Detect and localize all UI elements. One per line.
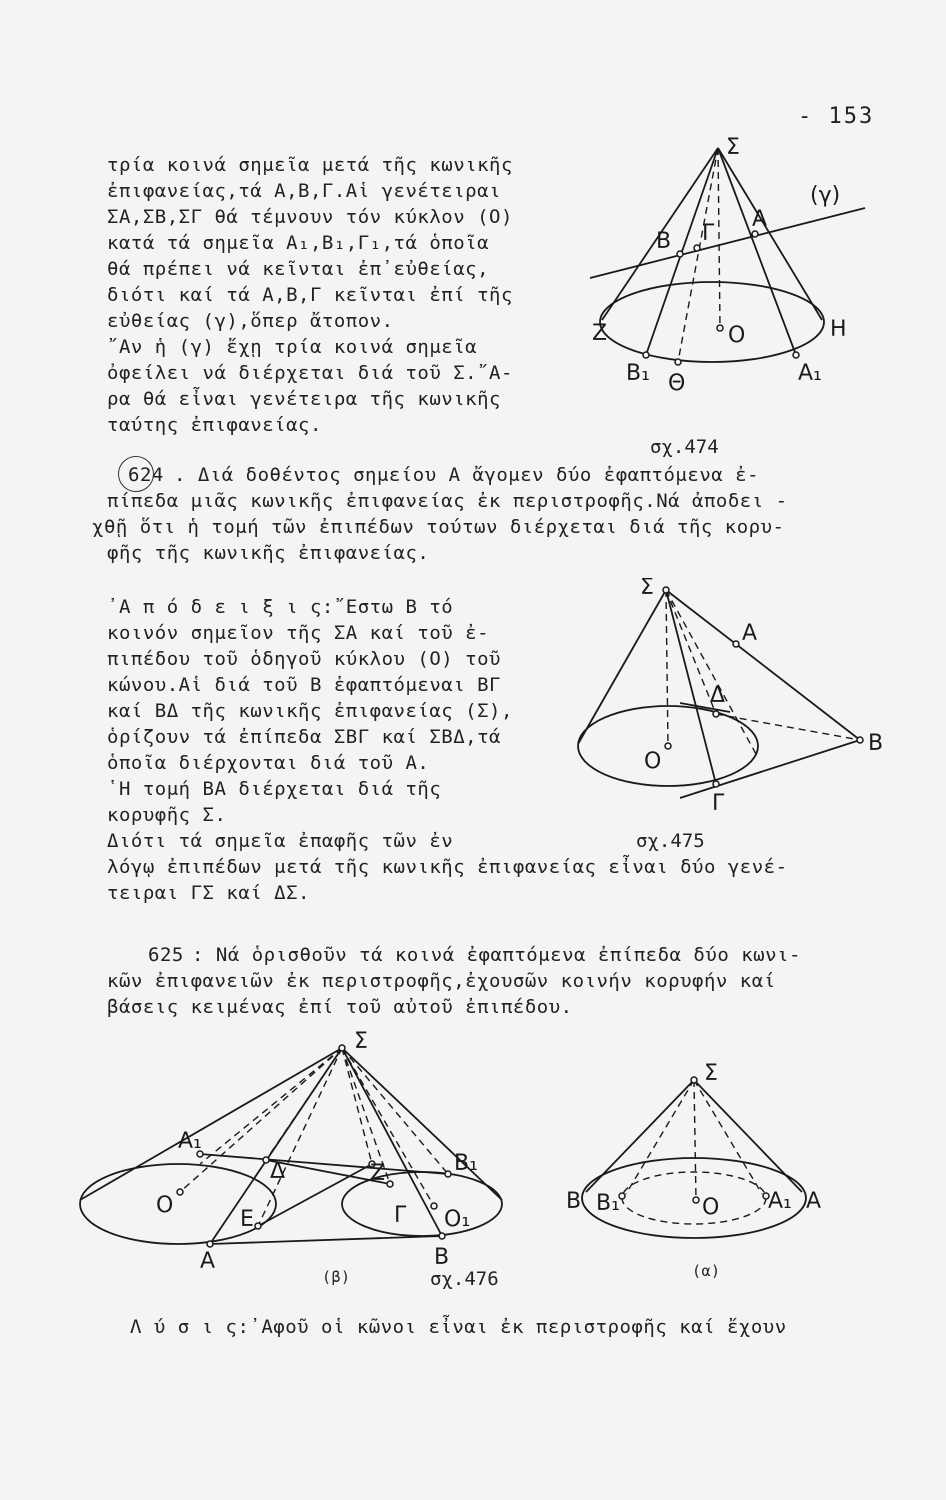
- outer-generatrix: [694, 1080, 802, 1192]
- caption-475: σχ.475: [636, 830, 705, 852]
- label-b: Β: [868, 731, 884, 756]
- text-line: : Νά ὁρισθοῦν τά κοινά ἐφαπτόμενα ἐπίπεδα δύο κωνι-: [192, 944, 801, 966]
- label-o: Ο: [156, 1193, 174, 1218]
- label-d: Δ: [710, 683, 726, 708]
- text-line: φῆς τῆς κωνικῆς ἐπιφανείας.: [107, 542, 430, 564]
- point-apex: [691, 1077, 697, 1083]
- label-z: Ζ: [370, 1161, 386, 1186]
- point-g: [694, 245, 700, 251]
- point-e: [255, 1223, 261, 1229]
- label-h: Η: [830, 317, 847, 342]
- generatrix-se: [258, 1048, 342, 1226]
- text-line: πιπέδου τοῦ ὁδηγοῦ κύκλου (Ο) τοῦ: [107, 648, 501, 670]
- text-line: ἐπιφανείας,τά Α,Β,Γ.Αἱ γενέτειραι: [107, 180, 501, 202]
- point-g: [387, 1181, 393, 1187]
- label-a1: Α₁: [798, 361, 822, 386]
- text-line: λόγῳ ἐπιπέδων μετά τῆς κωνικῆς ἐπιφανείας εἶναι δύο γενέ-: [107, 856, 788, 878]
- line-ab: [210, 1236, 442, 1244]
- label-b: Β: [566, 1189, 582, 1214]
- hidden-generatrix: [666, 590, 756, 754]
- label-a: Α: [752, 207, 768, 232]
- label-e: Ε: [240, 1207, 254, 1232]
- point-o: [177, 1189, 183, 1195]
- text-line: κατά τά σημεῖα Α₁,Β₁,Γ₁,τά ὁποῖα: [107, 232, 490, 254]
- outer-generatrix: [586, 1080, 694, 1192]
- label-a1: Α₁: [178, 1129, 202, 1154]
- point-b1: [643, 352, 649, 358]
- text-line: πίπεδα μιᾶς κωνικῆς ἐπιφανείας ἐκ περιστροφῆς.Νά ἀποδει -: [107, 490, 788, 512]
- figure-476-a: [560, 1060, 840, 1250]
- point-theta: [675, 359, 681, 365]
- generatrix: [578, 590, 666, 744]
- text-line: ᾿Α π ό δ ε ι ξ ι ς:῎Εστω Β τό: [107, 596, 454, 618]
- label-b1: Β₁: [596, 1191, 620, 1216]
- caption-476: σχ.476: [430, 1268, 499, 1290]
- generatrix-sz: [342, 1048, 372, 1164]
- generatrix: [718, 148, 822, 320]
- label-line-gamma: (γ): [810, 183, 841, 208]
- point-b: [677, 251, 683, 257]
- subfigure-label-a: (α): [692, 1262, 721, 1280]
- text-line: τρία κοινά σημεῖα μετά τῆς κωνικῆς: [107, 154, 513, 176]
- point-b1: [445, 1171, 451, 1177]
- text-line: ΣΑ,ΣΒ,ΣΓ θά τέμνουν τόν κύκλον (Ο): [107, 206, 513, 228]
- generatrix-sb: [342, 1048, 442, 1236]
- label-a1: Α₁: [768, 1189, 792, 1214]
- label-a: Α: [200, 1249, 216, 1270]
- point-a: [733, 641, 739, 647]
- label-apex: Σ: [726, 135, 740, 160]
- text-line: καί ΒΔ τῆς κωνικῆς ἐπιφανείας (Σ),: [107, 700, 513, 722]
- inner-generatrix: [694, 1080, 762, 1194]
- point-o: [665, 743, 671, 749]
- label-g: Γ: [712, 791, 725, 816]
- point-o: [693, 1197, 699, 1203]
- line-gamma: [590, 208, 865, 278]
- label-apex: Σ: [704, 1061, 718, 1086]
- problem-number: 624: [128, 464, 164, 486]
- base-ellipse-o1: [342, 1172, 502, 1236]
- page-number: - 153: [798, 104, 875, 129]
- label-b1: Β₁: [626, 361, 650, 386]
- label-g: Γ: [702, 221, 715, 246]
- line-sb: [666, 590, 860, 740]
- point-d: [713, 711, 719, 717]
- axis-line: [666, 590, 668, 746]
- text-line: ὁποῖα διέρχονται διά τοῦ Α.: [107, 752, 430, 774]
- label-o: Ο: [644, 749, 662, 774]
- point-apex: [663, 587, 669, 593]
- tangent-bd: [716, 714, 860, 740]
- text-line: ὁρίζουν τά ἐπίπεδα ΣΒΓ καί ΣΒΔ,τά: [107, 726, 501, 748]
- caption-474: σχ.474: [650, 436, 719, 458]
- generatrix-sa: [210, 1048, 342, 1244]
- label-o: Ο: [702, 1195, 720, 1220]
- label-o: Ο: [728, 323, 746, 348]
- text-line: χθῇ ὅτι ἡ τομή τῶν ἐπιπέδων τούτων διέρχεται διά τῆς κορυ-: [92, 516, 785, 538]
- axis-line: [694, 1080, 696, 1200]
- label-d: Δ: [270, 1159, 286, 1184]
- label-g: Γ: [394, 1203, 407, 1228]
- outer-generatrix: [80, 1048, 342, 1200]
- label-b: Β: [656, 229, 672, 254]
- text-line: κῶν ἐπιφανειῶν ἐκ περιστροφῆς,ἐχουσῶν κοινήν κορυφήν καί: [107, 970, 776, 992]
- label-a: Α: [742, 621, 758, 646]
- point-b: [439, 1233, 445, 1239]
- inner-generatrix: [626, 1080, 694, 1194]
- text-line: κορυφῆς Σ.: [107, 804, 227, 826]
- text-line: Διότι τά σημεῖα ἐπαφῆς τῶν ἐν: [107, 830, 454, 852]
- label-apex: Σ: [354, 1030, 368, 1054]
- point-g: [713, 781, 719, 787]
- text-line: τειραι ΓΣ καί ΔΣ.: [107, 882, 310, 904]
- figure-475: [570, 578, 890, 818]
- text-line: κώνου.Αἱ διά τοῦ Β ἐφαπτόμεναι ΒΓ: [107, 674, 501, 696]
- base-ellipse-o: [80, 1164, 276, 1244]
- text-line: θά πρέπει νά κεῖνται ἐπ᾽εὐθείας,: [107, 258, 490, 280]
- text-line: κοινόν σημεῖον τῆς ΣΑ καί τοῦ ἐ-: [107, 622, 490, 644]
- subfigure-label-b: (β): [322, 1268, 351, 1286]
- axis-line: [718, 148, 720, 328]
- label-o1: Ο₁: [444, 1207, 471, 1232]
- figure-476-b: [70, 1030, 530, 1270]
- text-line: βάσεις κειμένας ἐπί τοῦ αὐτοῦ ἐπιπέδου.: [107, 996, 573, 1018]
- solution-line: Λ ύ σ ι ς:᾿Αφοῦ οἱ κῶνοι εἶναι ἐκ περιστροφῆς καί ἔχουν: [130, 1316, 787, 1338]
- text-line: ταύτης ἐπιφανείας.: [107, 414, 322, 436]
- text-line: . Διά δοθέντος σημείου Α ἄγομεν δύο ἐφαπτόμενα ἐ-: [174, 464, 760, 486]
- base-ellipse: [600, 282, 824, 362]
- point-o1: [431, 1203, 437, 1209]
- point-o: [717, 325, 723, 331]
- label-b: Β: [434, 1245, 450, 1270]
- label-theta: Θ: [668, 371, 686, 396]
- label-a: Α: [806, 1189, 822, 1214]
- text-line: ῾Η τομή ΒΑ διέρχεται διά τῆς: [107, 778, 442, 800]
- point-b: [857, 737, 863, 743]
- label-apex: Σ: [640, 578, 654, 600]
- problem-number: 625: [148, 944, 184, 966]
- label-b1: Β₁: [454, 1151, 478, 1176]
- point-d: [263, 1157, 269, 1163]
- figure-474: [580, 130, 880, 410]
- point-a: [207, 1241, 213, 1247]
- text-line: εὐθείας (γ),ὅπερ ἄτοπον.: [107, 310, 394, 332]
- text-line: ὀφείλει νά διέρχεται διά τοῦ Σ.῎Α-: [107, 362, 513, 384]
- generatrix-sa1: [200, 1048, 342, 1164]
- point-a1: [793, 352, 799, 358]
- text-line: ῎Αν ἡ (γ) ἔχῃ τρία κοινά σημεῖα: [107, 336, 478, 358]
- text-line: διότι καί τά Α,Β,Γ κεῖνται ἐπί τῆς: [107, 284, 513, 306]
- label-z: Ζ: [592, 321, 608, 346]
- generatrix-sg: [666, 590, 716, 784]
- outer-generatrix: [342, 1048, 502, 1200]
- text-line: ρα θά εἶναι γενέτειρα τῆς κωνικῆς: [107, 388, 501, 410]
- point-apex: [339, 1045, 345, 1051]
